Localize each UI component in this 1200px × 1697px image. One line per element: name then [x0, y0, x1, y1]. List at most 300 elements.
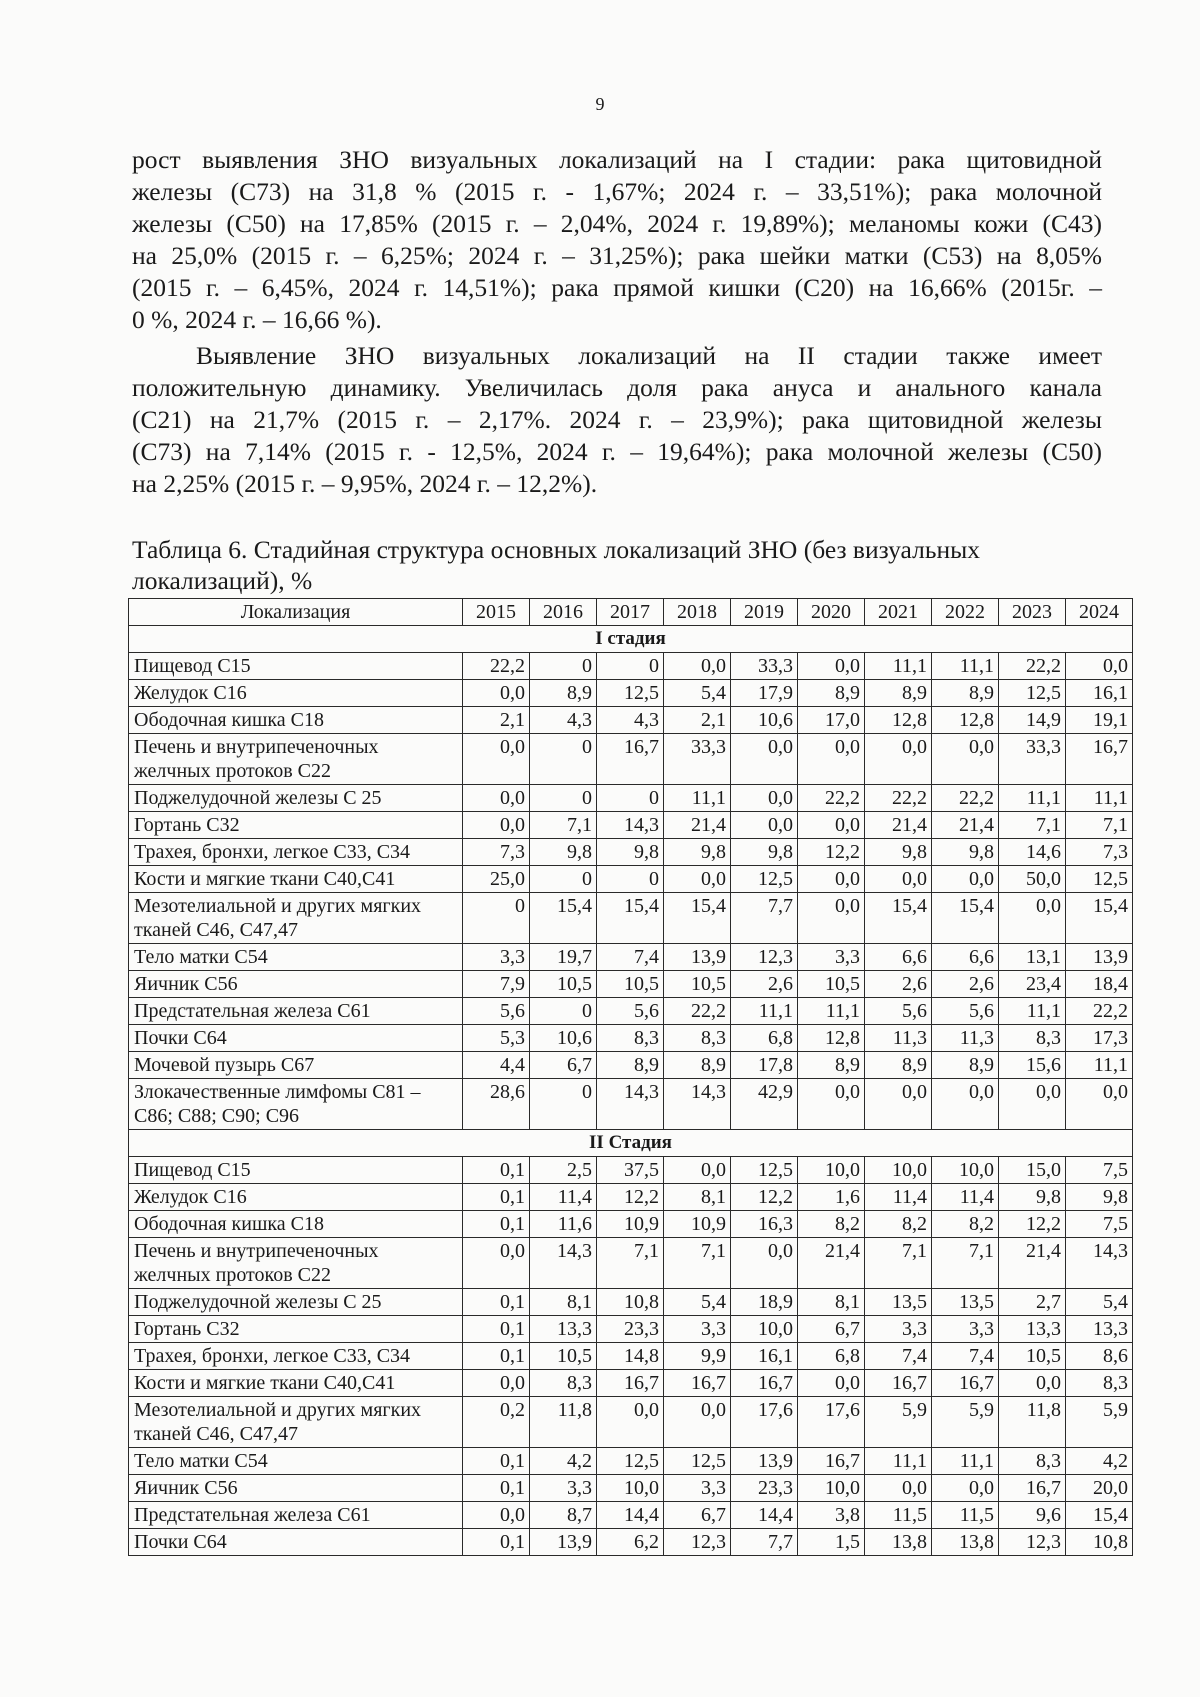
- cell-localization: Пищевод С15: [129, 653, 463, 680]
- cell-value: 16,7: [798, 1448, 865, 1475]
- paragraph-stage2-visual: [132, 340, 1102, 500]
- cell-value: 9,8: [932, 839, 999, 866]
- table-row: [129, 653, 1133, 680]
- cell-value: 14,4: [597, 1502, 664, 1529]
- cell-value: 8,9: [865, 680, 932, 707]
- cell-value: 4,4: [463, 1052, 530, 1079]
- cell-value: 0,1: [463, 1157, 530, 1184]
- cell-value: 2,1: [664, 707, 731, 734]
- cell-value: 17,8: [731, 1052, 798, 1079]
- cell-value: 0,0: [932, 734, 999, 785]
- cell-value: 21,4: [664, 812, 731, 839]
- cell-localization: Трахея, бронхи, легкое С33, С34: [129, 839, 463, 866]
- cell-value: 13,3: [1066, 1316, 1133, 1343]
- cell-value: 13,3: [999, 1316, 1066, 1343]
- cell-value: 19,7: [530, 944, 597, 971]
- cell-value: 5,4: [664, 680, 731, 707]
- cell-value: 7,1: [999, 812, 1066, 839]
- cell-value: 6,6: [932, 944, 999, 971]
- cell-value: 15,6: [999, 1052, 1066, 1079]
- cell-value: 2,6: [932, 971, 999, 998]
- cell-value: 11,1: [932, 653, 999, 680]
- cell-value: 10,9: [664, 1211, 731, 1238]
- stage-heading-row: [129, 626, 1133, 653]
- cell-value: 7,1: [865, 1238, 932, 1289]
- cell-value: 16,7: [865, 1370, 932, 1397]
- cell-value: 10,5: [999, 1343, 1066, 1370]
- cell-value: 12,3: [731, 944, 798, 971]
- cell-value: 13,1: [999, 944, 1066, 971]
- cell-value: 6,7: [664, 1502, 731, 1529]
- cell-value: 17,6: [731, 1397, 798, 1448]
- cell-value: 7,1: [1066, 812, 1133, 839]
- cell-value: 8,9: [865, 1052, 932, 1079]
- cell-value: 5,9: [932, 1397, 999, 1448]
- cell-value: 0,0: [731, 1238, 798, 1289]
- cell-value: 8,3: [999, 1448, 1066, 1475]
- cell-value: 2,6: [865, 971, 932, 998]
- header-year: 2015: [463, 599, 530, 626]
- cell-value: 13,9: [664, 944, 731, 971]
- cell-value: 16,7: [664, 1370, 731, 1397]
- cell-value: 8,9: [932, 680, 999, 707]
- cell-value: 33,3: [731, 653, 798, 680]
- cell-value: 14,3: [664, 1079, 731, 1130]
- cell-value: 15,4: [530, 893, 597, 944]
- cell-value: 0,0: [798, 893, 865, 944]
- cell-localization: Кости и мягкие ткани С40,С41: [129, 866, 463, 893]
- cell-localization: Мезотелиальной и других мягких тканей С46, С47,47: [129, 893, 463, 944]
- cell-value: 7,1: [530, 812, 597, 839]
- cell-value: 12,2: [999, 1211, 1066, 1238]
- cell-value: 11,1: [1066, 1052, 1133, 1079]
- cell-value: 11,3: [932, 1025, 999, 1052]
- cell-value: 9,9: [664, 1343, 731, 1370]
- cell-value: 10,8: [597, 1289, 664, 1316]
- table-row: [129, 893, 1133, 944]
- paragraph-line: железы (С73) на 31,8 % (2015 г. - 1,67%; 2024 г. – 33,51%); рака молочной: [132, 177, 1102, 206]
- cell-value: 11,4: [865, 1184, 932, 1211]
- cell-value: 0,0: [597, 1397, 664, 1448]
- table-row: [129, 1289, 1133, 1316]
- cell-value: 4,2: [1066, 1448, 1133, 1475]
- stage-structure-table: [128, 598, 1133, 1556]
- header-year: 2017: [597, 599, 664, 626]
- cell-value: 0: [597, 785, 664, 812]
- cell-value: 10,5: [530, 971, 597, 998]
- cell-value: 13,8: [932, 1529, 999, 1556]
- cell-value: 12,2: [731, 1184, 798, 1211]
- cell-value: 10,0: [932, 1157, 999, 1184]
- cell-localization: Ободочная кишка С18: [129, 707, 463, 734]
- cell-value: 13,9: [731, 1448, 798, 1475]
- table-row: [129, 944, 1133, 971]
- table-header-row: [129, 599, 1133, 626]
- cell-value: 0,0: [999, 893, 1066, 944]
- cell-localization: Почки С64: [129, 1025, 463, 1052]
- table-row: [129, 1238, 1133, 1289]
- cell-value: 20,0: [1066, 1475, 1133, 1502]
- cell-value: 14,3: [1066, 1238, 1133, 1289]
- cell-value: 11,1: [932, 1448, 999, 1475]
- cell-value: 0,1: [463, 1211, 530, 1238]
- cell-localization: Желудок С16: [129, 1184, 463, 1211]
- cell-value: 11,8: [530, 1397, 597, 1448]
- cell-value: 0,0: [463, 680, 530, 707]
- cell-value: 33,3: [664, 734, 731, 785]
- header-localization: Локализация: [129, 599, 463, 626]
- cell-value: 12,8: [798, 1025, 865, 1052]
- table-row: [129, 1343, 1133, 1370]
- table-row: [129, 1079, 1133, 1130]
- cell-value: 8,3: [1066, 1370, 1133, 1397]
- cell-localization: Почки С64: [129, 1529, 463, 1556]
- cell-value: 0: [530, 1079, 597, 1130]
- cell-value: 0,0: [865, 866, 932, 893]
- cell-value: 0,0: [463, 785, 530, 812]
- cell-value: 33,3: [999, 734, 1066, 785]
- cell-value: 8,7: [530, 1502, 597, 1529]
- cell-value: 0: [530, 866, 597, 893]
- cell-value: 5,6: [932, 998, 999, 1025]
- cell-value: 15,4: [597, 893, 664, 944]
- table-row: [129, 1157, 1133, 1184]
- cell-value: 11,1: [865, 1448, 932, 1475]
- cell-value: 11,5: [932, 1502, 999, 1529]
- cell-value: 7,5: [1066, 1211, 1133, 1238]
- page-number: 9: [595, 94, 605, 114]
- cell-value: 7,4: [597, 944, 664, 971]
- cell-value: 3,3: [463, 944, 530, 971]
- cell-value: 12,5: [999, 680, 1066, 707]
- table-row: [129, 1502, 1133, 1529]
- cell-value: 14,8: [597, 1343, 664, 1370]
- cell-value: 8,1: [664, 1184, 731, 1211]
- paragraph-line: железы (С50) на 17,85% (2015 г. – 2,04%, 2024 г. 19,89%); меланомы кожи (С43): [132, 209, 1102, 238]
- cell-value: 0,0: [463, 1502, 530, 1529]
- cell-value: 16,7: [999, 1475, 1066, 1502]
- header-year: 2023: [999, 599, 1066, 626]
- cell-value: 0,0: [865, 1475, 932, 1502]
- header-year: 2016: [530, 599, 597, 626]
- cell-value: 0,0: [932, 1475, 999, 1502]
- cell-value: 8,1: [530, 1289, 597, 1316]
- cell-value: 10,5: [597, 971, 664, 998]
- cell-localization: Тело матки С54: [129, 944, 463, 971]
- cell-value: 2,1: [463, 707, 530, 734]
- table-row: [129, 1052, 1133, 1079]
- header-year: 2021: [865, 599, 932, 626]
- cell-value: 7,9: [463, 971, 530, 998]
- table-row: [129, 785, 1133, 812]
- cell-value: 0,1: [463, 1448, 530, 1475]
- cell-value: 14,3: [597, 812, 664, 839]
- cell-value: 0,0: [798, 812, 865, 839]
- cell-value: 10,5: [530, 1343, 597, 1370]
- cell-value: 6,7: [798, 1316, 865, 1343]
- cell-localization: Трахея, бронхи, легкое С33, С34: [129, 1343, 463, 1370]
- cell-value: 5,9: [865, 1397, 932, 1448]
- cell-value: 0,0: [999, 1079, 1066, 1130]
- cell-value: 11,1: [999, 785, 1066, 812]
- cell-value: 9,8: [597, 839, 664, 866]
- cell-localization: Яичник С56: [129, 1475, 463, 1502]
- cell-value: 0,1: [463, 1184, 530, 1211]
- cell-value: 23,3: [597, 1316, 664, 1343]
- cell-value: 22,2: [1066, 998, 1133, 1025]
- cell-value: 4,3: [597, 707, 664, 734]
- cell-value: 10,0: [798, 1157, 865, 1184]
- table-row: [129, 1184, 1133, 1211]
- cell-value: 0,0: [798, 866, 865, 893]
- cell-localization: Поджелудочной железы С 25: [129, 1289, 463, 1316]
- cell-value: 7,7: [731, 893, 798, 944]
- cell-value: 21,4: [798, 1238, 865, 1289]
- cell-value: 0,1: [463, 1529, 530, 1556]
- cell-value: 12,5: [731, 866, 798, 893]
- cell-value: 16,7: [731, 1370, 798, 1397]
- cell-localization: Тело матки С54: [129, 1448, 463, 1475]
- cell-value: 23,3: [731, 1475, 798, 1502]
- cell-value: 7,1: [664, 1238, 731, 1289]
- cell-value: 0,0: [1066, 1079, 1133, 1130]
- cell-value: 0,0: [463, 734, 530, 785]
- cell-value: 6,7: [530, 1052, 597, 1079]
- cell-value: 6,8: [731, 1025, 798, 1052]
- stage-heading-row: [129, 1130, 1133, 1157]
- cell-value: 9,8: [664, 839, 731, 866]
- cell-localization: Гортань С32: [129, 812, 463, 839]
- cell-value: 10,6: [530, 1025, 597, 1052]
- cell-value: 23,4: [999, 971, 1066, 998]
- cell-value: 15,4: [664, 893, 731, 944]
- cell-value: 0,1: [463, 1343, 530, 1370]
- cell-value: 17,9: [731, 680, 798, 707]
- paragraph-line: 0 %, 2024 г. – 16,66 %).: [132, 305, 382, 334]
- cell-value: 0,0: [731, 812, 798, 839]
- cell-value: 0,0: [463, 812, 530, 839]
- cell-value: 16,7: [597, 1370, 664, 1397]
- cell-value: 11,1: [1066, 785, 1133, 812]
- cell-value: 0,0: [865, 1079, 932, 1130]
- cell-value: 25,0: [463, 866, 530, 893]
- cell-value: 22,2: [664, 998, 731, 1025]
- cell-value: 8,1: [798, 1289, 865, 1316]
- cell-value: 11,6: [530, 1211, 597, 1238]
- cell-value: 5,6: [463, 998, 530, 1025]
- header-year: 2020: [798, 599, 865, 626]
- cell-localization: Мезотелиальной и других мягких тканей С46, С47,47: [129, 1397, 463, 1448]
- stage-heading: II Стадия: [129, 1130, 1133, 1157]
- cell-localization: Пищевод С15: [129, 1157, 463, 1184]
- cell-value: 13,9: [530, 1529, 597, 1556]
- cell-value: 11,5: [865, 1502, 932, 1529]
- cell-value: 6,8: [798, 1343, 865, 1370]
- cell-value: 22,2: [999, 653, 1066, 680]
- cell-value: 12,2: [597, 1184, 664, 1211]
- cell-value: 16,1: [731, 1343, 798, 1370]
- cell-value: 16,3: [731, 1211, 798, 1238]
- cell-value: 11,8: [999, 1397, 1066, 1448]
- paragraph-line: положительную динамику. Увеличилась доля рака ануса и анального канала: [132, 373, 1102, 402]
- cell-value: 9,8: [1066, 1184, 1133, 1211]
- cell-value: 5,4: [1066, 1289, 1133, 1316]
- cell-value: 9,8: [731, 839, 798, 866]
- cell-value: 0,1: [463, 1289, 530, 1316]
- cell-value: 22,2: [798, 785, 865, 812]
- cell-value: 8,9: [664, 1052, 731, 1079]
- cell-value: 8,2: [798, 1211, 865, 1238]
- cell-value: 15,4: [1066, 893, 1133, 944]
- cell-localization: Желудок С16: [129, 680, 463, 707]
- cell-value: 0: [597, 866, 664, 893]
- paragraph-line: (С21) на 21,7% (2015 г. – 2,17%. 2024 г. – 23,9%); рака щитовидной железы: [132, 405, 1102, 434]
- cell-value: 12,8: [932, 707, 999, 734]
- cell-value: 12,3: [664, 1529, 731, 1556]
- paragraph-line: (С73) на 7,14% (2015 г. - 12,5%, 2024 г. – 19,64%); рака молочной железы (С50): [132, 437, 1102, 466]
- table-row: [129, 707, 1133, 734]
- cell-value: 3,3: [530, 1475, 597, 1502]
- table-row: [129, 971, 1133, 998]
- cell-value: 13,9: [1066, 944, 1133, 971]
- cell-value: 7,4: [932, 1343, 999, 1370]
- table-row: [129, 1397, 1133, 1448]
- cell-value: 14,9: [999, 707, 1066, 734]
- cell-value: 2,7: [999, 1289, 1066, 1316]
- cell-value: 18,4: [1066, 971, 1133, 998]
- cell-value: 7,1: [932, 1238, 999, 1289]
- cell-value: 9,8: [999, 1184, 1066, 1211]
- cell-value: 7,3: [463, 839, 530, 866]
- cell-value: 10,0: [597, 1475, 664, 1502]
- table-row: [129, 1448, 1133, 1475]
- cell-value: 0,0: [932, 1079, 999, 1130]
- cell-value: 8,3: [597, 1025, 664, 1052]
- cell-value: 3,3: [865, 1316, 932, 1343]
- cell-value: 15,0: [999, 1157, 1066, 1184]
- cell-value: 0,0: [865, 734, 932, 785]
- cell-value: 0,1: [463, 1475, 530, 1502]
- cell-value: 11,1: [865, 653, 932, 680]
- cell-value: 15,4: [932, 893, 999, 944]
- stage-heading: I стадия: [129, 626, 1133, 653]
- cell-value: 0,2: [463, 1397, 530, 1448]
- cell-value: 0,0: [664, 1397, 731, 1448]
- cell-value: 8,3: [999, 1025, 1066, 1052]
- cell-value: 8,9: [798, 1052, 865, 1079]
- paragraph-line: на 25,0% (2015 г. – 6,25%; 2024 г. – 31,25%); рака шейки матки (С53) на 8,05%: [132, 241, 1102, 270]
- paragraph-line: (2015 г. – 6,45%, 2024 г. 14,51%); рака прямой кишки (С20) на 16,66% (2015г. –: [132, 273, 1102, 302]
- cell-value: 14,3: [530, 1238, 597, 1289]
- cell-value: 50,0: [999, 866, 1066, 893]
- cell-value: 12,3: [999, 1529, 1066, 1556]
- cell-localization: Печень и внутрипеченочных желчных протоков С22: [129, 734, 463, 785]
- cell-value: 11,1: [731, 998, 798, 1025]
- table-row: [129, 812, 1133, 839]
- cell-value: 6,2: [597, 1529, 664, 1556]
- cell-value: 21,4: [999, 1238, 1066, 1289]
- cell-value: 17,0: [798, 707, 865, 734]
- cell-value: 8,2: [865, 1211, 932, 1238]
- cell-value: 4,2: [530, 1448, 597, 1475]
- cell-value: 7,3: [1066, 839, 1133, 866]
- cell-localization: Мочевой пузырь С67: [129, 1052, 463, 1079]
- cell-value: 1,5: [798, 1529, 865, 1556]
- cell-value: 0,0: [463, 1370, 530, 1397]
- table-row: [129, 1211, 1133, 1238]
- cell-value: 13,5: [932, 1289, 999, 1316]
- cell-value: 0: [530, 998, 597, 1025]
- cell-value: 15,4: [1066, 1502, 1133, 1529]
- cell-value: 2,5: [530, 1157, 597, 1184]
- cell-value: 5,6: [597, 998, 664, 1025]
- cell-localization: Яичник С56: [129, 971, 463, 998]
- cell-value: 8,2: [932, 1211, 999, 1238]
- cell-value: 10,5: [798, 971, 865, 998]
- cell-value: 22,2: [932, 785, 999, 812]
- cell-localization: Предстательная железа С61: [129, 998, 463, 1025]
- cell-value: 0,0: [731, 785, 798, 812]
- cell-localization: Кости и мягкие ткани С40,С41: [129, 1370, 463, 1397]
- paragraph-stage1-visual: [132, 144, 1102, 336]
- cell-value: 15,4: [865, 893, 932, 944]
- cell-value: 11,4: [932, 1184, 999, 1211]
- header-year: 2018: [664, 599, 731, 626]
- cell-value: 3,3: [664, 1475, 731, 1502]
- cell-value: 5,9: [1066, 1397, 1133, 1448]
- cell-value: 1,6: [798, 1184, 865, 1211]
- cell-value: 8,9: [597, 1052, 664, 1079]
- cell-value: 11,1: [664, 785, 731, 812]
- cell-value: 12,8: [865, 707, 932, 734]
- cell-value: 0,0: [731, 734, 798, 785]
- table-row: [129, 1475, 1133, 1502]
- table-row: [129, 1025, 1133, 1052]
- cell-localization: Гортань С32: [129, 1316, 463, 1343]
- cell-value: 8,6: [1066, 1343, 1133, 1370]
- table-row: [129, 680, 1133, 707]
- cell-value: 5,6: [865, 998, 932, 1025]
- cell-value: 12,5: [731, 1157, 798, 1184]
- cell-localization: Ободочная кишка С18: [129, 1211, 463, 1238]
- cell-value: 0,0: [664, 1157, 731, 1184]
- cell-localization: Злокачественные лимфомы С81 – С86; С88; С90; С96: [129, 1079, 463, 1130]
- cell-value: 7,7: [731, 1529, 798, 1556]
- cell-localization: Предстательная железа С61: [129, 1502, 463, 1529]
- cell-value: 0,0: [798, 653, 865, 680]
- cell-value: 0,0: [664, 866, 731, 893]
- cell-value: 0,0: [798, 734, 865, 785]
- cell-value: 8,9: [530, 680, 597, 707]
- cell-value: 10,9: [597, 1211, 664, 1238]
- cell-localization: Поджелудочной железы С 25: [129, 785, 463, 812]
- cell-value: 19,1: [1066, 707, 1133, 734]
- header-year: 2024: [1066, 599, 1133, 626]
- cell-value: 8,3: [530, 1370, 597, 1397]
- cell-value: 4,3: [530, 707, 597, 734]
- cell-value: 12,2: [798, 839, 865, 866]
- cell-value: 0,0: [1066, 653, 1133, 680]
- cell-value: 0: [463, 893, 530, 944]
- cell-value: 10,0: [865, 1157, 932, 1184]
- cell-value: 13,8: [865, 1529, 932, 1556]
- cell-value: 37,5: [597, 1157, 664, 1184]
- cell-value: 21,4: [932, 812, 999, 839]
- table-row: [129, 866, 1133, 893]
- cell-value: 2,6: [731, 971, 798, 998]
- cell-value: 0,1: [463, 1316, 530, 1343]
- paragraph-line: рост выявления ЗНО визуальных локализаций на I стадии: рака щитовидной: [132, 145, 1102, 174]
